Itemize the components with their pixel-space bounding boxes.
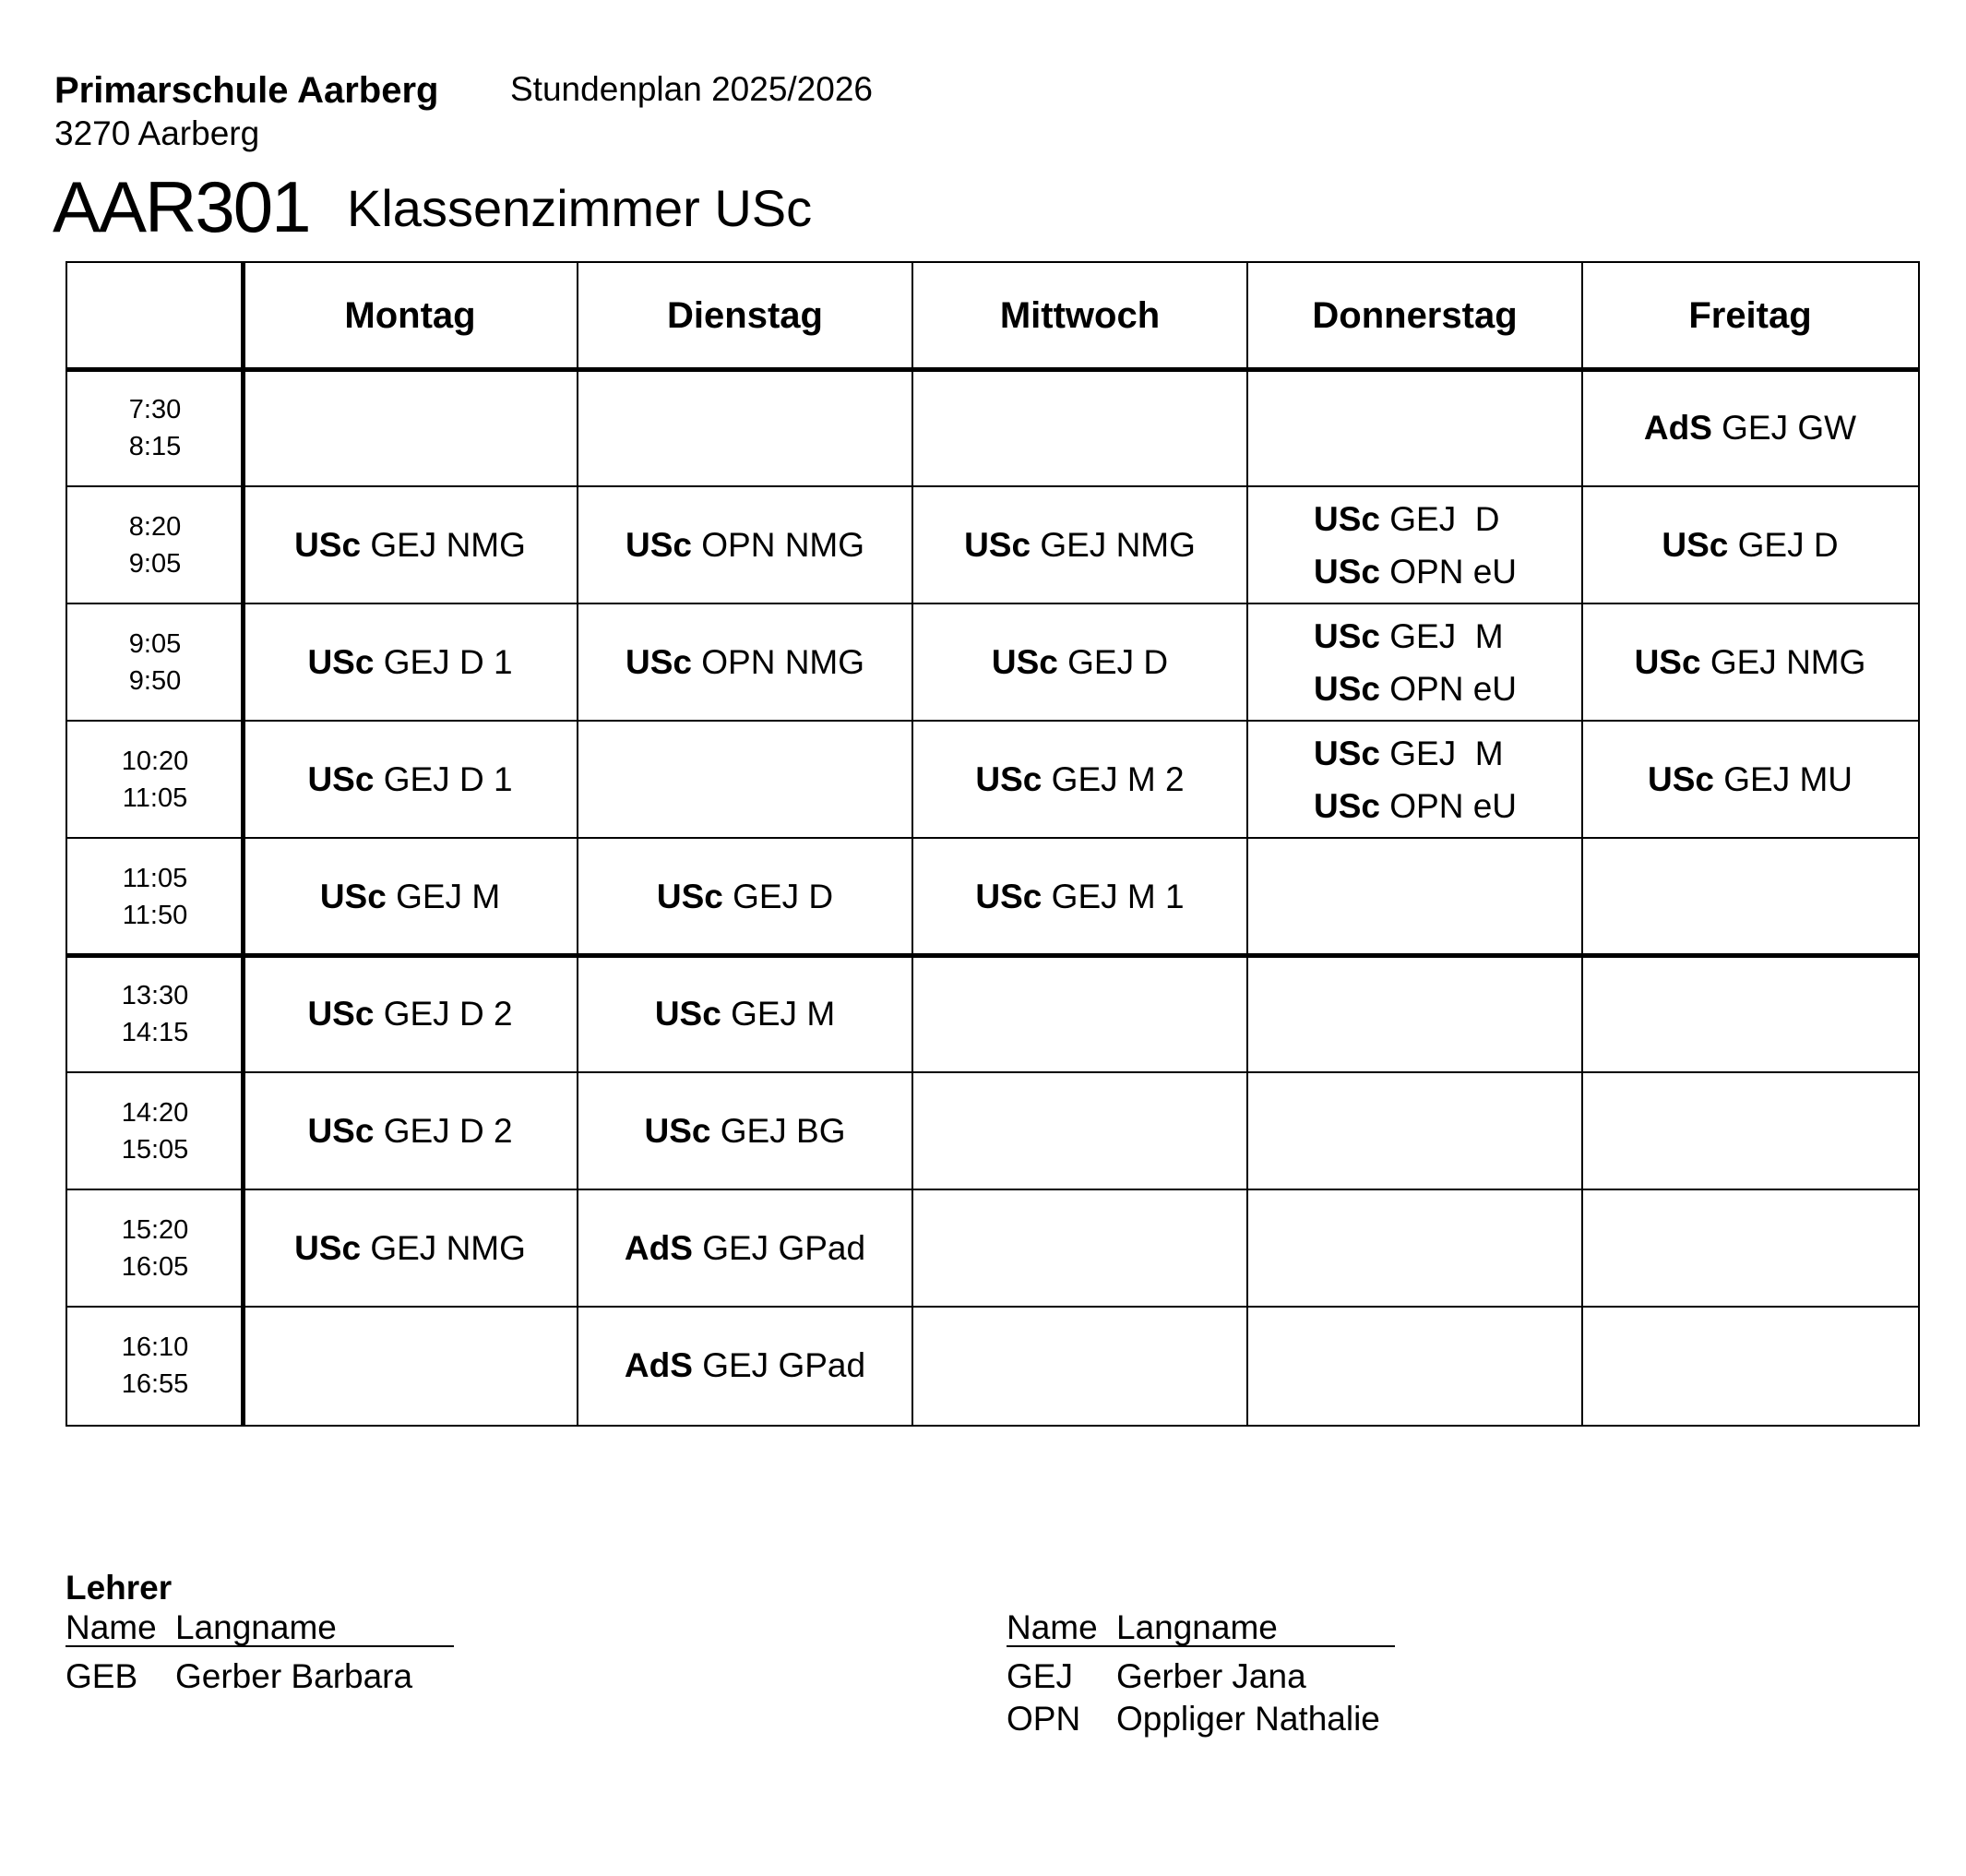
room-name: Klassenzimmer USc [347, 179, 813, 237]
lesson-entry [307, 636, 512, 688]
lesson-detail: GEJ NMG [370, 526, 526, 564]
lesson-cell [912, 838, 1247, 955]
lesson-cell [1247, 1307, 1582, 1424]
lesson-class: USc [644, 1112, 711, 1150]
period-time [67, 369, 243, 486]
lesson-cell [1247, 369, 1582, 486]
lesson-entry [1314, 493, 1500, 545]
lesson-class: USc [1662, 526, 1729, 564]
lesson-detail: GEJ D 2 [383, 995, 513, 1033]
lesson-class: USc [319, 878, 387, 915]
teacher-fullname: Gerber Jana [1116, 1657, 1306, 1695]
lesson-detail: GEJ GW [1722, 409, 1857, 447]
plan-title: Stundenplan 2025/2026 [510, 70, 873, 108]
lesson-cell [578, 369, 912, 486]
lesson-cell [578, 1307, 912, 1424]
lesson-entry [320, 870, 500, 923]
lesson-cell [1582, 838, 1918, 955]
lesson-entry [294, 519, 526, 571]
period-end: 16:05 [121, 1251, 189, 1282]
lesson-detail: GEJ MU [1723, 760, 1853, 798]
school-address: 3270 Aarberg [54, 114, 260, 152]
legend-col-name: Name [66, 1608, 157, 1646]
day-header: Donnerstag [1312, 295, 1518, 336]
lesson-class: USc [975, 878, 1043, 915]
lesson-cell [1582, 1189, 1918, 1307]
lesson-class: USc [294, 526, 362, 564]
lesson-entry [1314, 663, 1517, 715]
teacher-row [1007, 1657, 1306, 1696]
lesson-cell [1582, 369, 1918, 486]
lesson-cell [912, 1189, 1247, 1307]
lesson-class: AdS [624, 1346, 693, 1384]
lesson-class: USc [625, 526, 692, 564]
teacher-abbrev: GEJ [1007, 1657, 1073, 1695]
lesson-detail: OPN eU [1389, 786, 1518, 825]
lesson-cell [578, 1189, 912, 1307]
lesson-detail: GEJ GPad [702, 1229, 866, 1267]
lesson-class: USc [654, 995, 721, 1033]
teacher-fullname: Oppliger Nathalie [1116, 1700, 1380, 1738]
lesson-class: USc [1647, 760, 1714, 798]
lesson-entry [307, 1105, 512, 1157]
lesson-cell [912, 603, 1247, 721]
lesson-class: USc [1314, 499, 1380, 538]
period-start: 16:10 [121, 1332, 189, 1362]
teacher-abbrev: OPN [1007, 1700, 1081, 1738]
period-end: 8:15 [128, 431, 182, 461]
lesson-cell [243, 1307, 578, 1424]
lesson-cell [243, 369, 578, 486]
lesson-entry [307, 987, 512, 1040]
lesson-cell [1247, 838, 1582, 955]
lesson-detail: OPN NMG [701, 526, 865, 564]
period-end: 11:05 [122, 783, 188, 813]
lesson-entry [1314, 610, 1504, 663]
period-end: 15:05 [121, 1134, 189, 1165]
teacher-legend-header [66, 1608, 454, 1647]
lesson-class: USc [307, 760, 375, 798]
lesson-detail: GEJ NMG [1040, 526, 1196, 564]
lesson-detail: GEJ M [1389, 734, 1504, 772]
lesson-cell [243, 1072, 578, 1189]
lesson-detail: GEJ D [733, 878, 834, 915]
period-end: 9:05 [128, 548, 182, 579]
lesson-class: USc [975, 760, 1043, 798]
room-code: AAR301 [53, 166, 310, 247]
lesson-class: USc [307, 995, 375, 1033]
lesson-cell [578, 721, 912, 838]
lesson-entry [626, 636, 864, 688]
lesson-entry [975, 870, 1184, 923]
lesson-entry [307, 753, 512, 806]
period-time [67, 721, 243, 838]
lesson-cell [243, 603, 578, 721]
period-start: 15:20 [121, 1214, 189, 1245]
lesson-detail: GEJ M 2 [1051, 760, 1185, 798]
lesson-cell [1582, 721, 1918, 838]
lesson-detail: GEJ BG [720, 1112, 846, 1150]
lesson-cell [1247, 603, 1582, 721]
lesson-cell [1582, 486, 1918, 603]
teachers-heading: Lehrer [66, 1569, 173, 1607]
lesson-detail: GEJ D 2 [383, 1112, 513, 1150]
lesson-cell [912, 1072, 1247, 1189]
lesson-entry [294, 1222, 526, 1274]
lesson-entry [1662, 519, 1838, 571]
lesson-entry [992, 636, 1168, 688]
lesson-class: USc [1314, 616, 1380, 655]
period-time [67, 838, 243, 955]
period-start: 7:30 [128, 394, 182, 424]
lesson-entry [625, 1222, 865, 1274]
lesson-detail: GEJ D 1 [383, 643, 513, 681]
lesson-entry [1648, 753, 1853, 806]
day-header: Mittwoch [999, 295, 1161, 336]
lesson-cell [1247, 486, 1582, 603]
lesson-class: USc [656, 878, 723, 915]
legend-col-longname: Langname [1116, 1608, 1278, 1646]
lesson-detail: GEJ M [1389, 616, 1504, 655]
lesson-cell [578, 486, 912, 603]
lesson-cell [1247, 721, 1582, 838]
lesson-class: AdS [1643, 409, 1712, 447]
lesson-detail: GEJ D [1737, 526, 1839, 564]
lesson-cell [1247, 1072, 1582, 1189]
lesson-detail: GEJ GPad [702, 1346, 866, 1384]
teacher-row [1007, 1700, 1380, 1739]
lesson-class: USc [625, 643, 692, 681]
lesson-cell [578, 838, 912, 955]
period-end: 11:50 [122, 900, 188, 930]
lesson-cell [578, 1072, 912, 1189]
lesson-class: USc [307, 1112, 375, 1150]
lesson-entry [975, 753, 1184, 806]
lesson-class: USc [964, 526, 1031, 564]
lesson-cell [912, 955, 1247, 1072]
lesson-cell [912, 1307, 1247, 1424]
timetable [66, 261, 1920, 1427]
period-start: 11:05 [122, 863, 188, 893]
lesson-detail: GEJ NMG [1710, 643, 1866, 681]
lesson-entry [964, 519, 1196, 571]
lesson-entry [1314, 545, 1517, 598]
lesson-entry [1644, 401, 1856, 454]
lesson-cell [243, 486, 578, 603]
lesson-class: USc [1634, 643, 1701, 681]
lesson-class: USc [1314, 786, 1380, 825]
teacher-abbrev: GEB [66, 1657, 138, 1695]
period-end: 9:50 [128, 665, 182, 696]
period-time [67, 486, 243, 603]
lesson-cell [578, 603, 912, 721]
lesson-detail: OPN eU [1389, 552, 1518, 591]
period-time [67, 955, 243, 1072]
period-start: 14:20 [121, 1097, 189, 1128]
period-start: 9:05 [128, 628, 182, 659]
lesson-cell [1582, 603, 1918, 721]
lesson-class: AdS [624, 1229, 693, 1267]
period-start: 13:30 [121, 980, 189, 1010]
lesson-cell [578, 955, 912, 1072]
lesson-cell [1582, 955, 1918, 1072]
period-time [67, 1072, 243, 1189]
lesson-cell [912, 369, 1247, 486]
lesson-class: USc [1314, 734, 1380, 772]
legend-col-name: Name [1007, 1608, 1098, 1646]
lesson-entry [1314, 727, 1504, 780]
lesson-entry [1635, 636, 1866, 688]
period-time [67, 603, 243, 721]
lesson-class: USc [1314, 669, 1380, 708]
lesson-cell [912, 486, 1247, 603]
lesson-detail: GEJ M [396, 878, 501, 915]
lesson-cell [243, 721, 578, 838]
lesson-cell [243, 1189, 578, 1307]
lesson-cell [1247, 1189, 1582, 1307]
teacher-row [66, 1657, 412, 1696]
period-start: 10:20 [121, 746, 189, 776]
lesson-detail: GEJ D [1067, 643, 1169, 681]
lesson-class: USc [294, 1229, 362, 1267]
lesson-cell [1582, 1307, 1918, 1424]
lesson-entry [1314, 780, 1517, 832]
day-header: Montag [344, 295, 476, 336]
day-header: Freitag [1688, 295, 1812, 336]
period-time [67, 1307, 243, 1424]
lesson-entry [645, 1105, 846, 1157]
lesson-detail: GEJ M 1 [1051, 878, 1185, 915]
lesson-class: USc [991, 643, 1058, 681]
lesson-cell [1582, 1072, 1918, 1189]
lesson-class: USc [1314, 552, 1380, 591]
lesson-detail: GEJ D 1 [383, 760, 513, 798]
lesson-class: USc [307, 643, 375, 681]
period-end: 14:15 [121, 1017, 189, 1047]
teacher-legend-header [1007, 1608, 1395, 1647]
lesson-cell [243, 955, 578, 1072]
lesson-entry [625, 1339, 865, 1392]
lesson-detail: OPN NMG [701, 643, 865, 681]
lesson-cell [243, 838, 578, 955]
period-time [67, 1189, 243, 1307]
legend-col-longname: Langname [175, 1608, 337, 1646]
lesson-detail: GEJ D [1389, 499, 1500, 538]
period-end: 16:55 [121, 1368, 189, 1399]
lesson-cell [1247, 955, 1582, 1072]
lesson-cell [912, 721, 1247, 838]
lesson-entry [626, 519, 864, 571]
lesson-detail: GEJ NMG [370, 1229, 526, 1267]
lesson-detail: OPN eU [1389, 669, 1518, 708]
lesson-detail: GEJ M [731, 995, 836, 1033]
period-start: 8:20 [128, 511, 182, 542]
school-name: Primarschule Aarberg [54, 70, 439, 111]
day-header: Dienstag [667, 295, 823, 336]
teacher-fullname: Gerber Barbara [175, 1657, 413, 1695]
lesson-entry [657, 870, 833, 923]
lesson-entry [655, 987, 835, 1040]
